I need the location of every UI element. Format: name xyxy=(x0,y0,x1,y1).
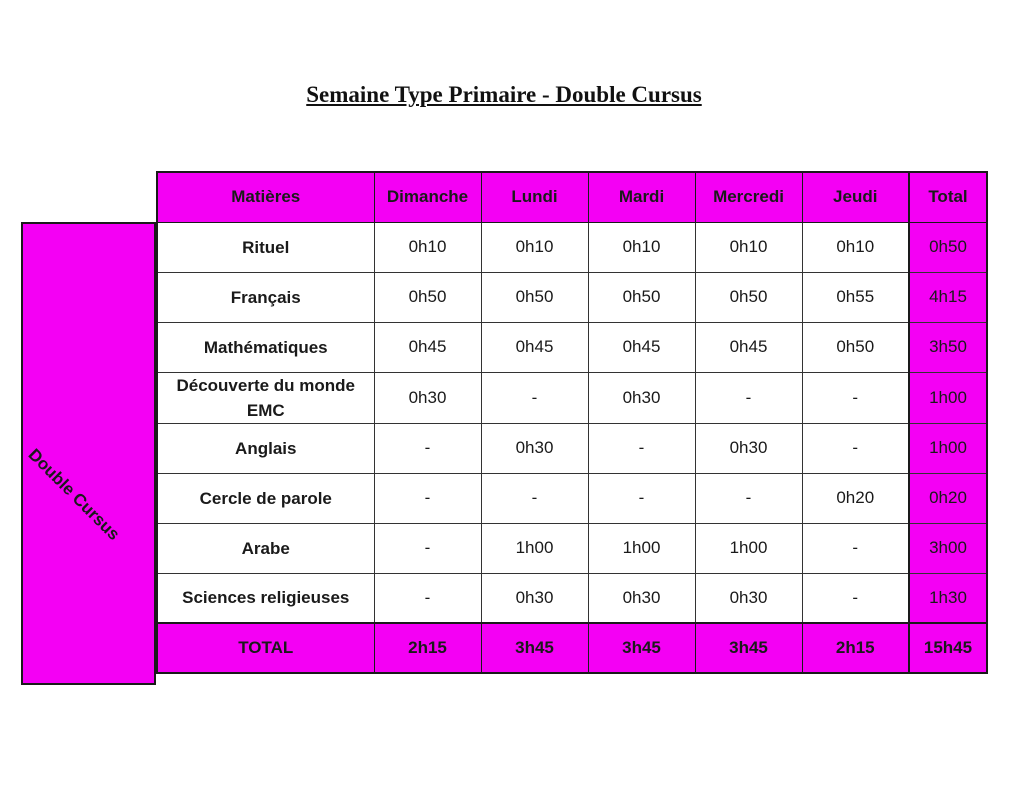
time-cell: 0h30 xyxy=(588,372,695,423)
time-cell: 0h30 xyxy=(374,372,481,423)
time-cell: 0h50 xyxy=(802,322,909,372)
schedule-table xyxy=(156,171,988,674)
subject-cell: Arabe xyxy=(157,523,374,573)
time-cell: - xyxy=(588,473,695,523)
subject-cell: Français xyxy=(157,272,374,322)
time-cell: 0h50 xyxy=(588,272,695,322)
time-cell: 0h10 xyxy=(374,222,481,272)
time-cell: 1h00 xyxy=(695,523,802,573)
row-total-cell: 1h00 xyxy=(909,423,987,473)
time-cell: 0h30 xyxy=(481,423,588,473)
table-row xyxy=(157,322,987,372)
time-cell: - xyxy=(374,573,481,623)
time-cell: 1h00 xyxy=(481,523,588,573)
day-total-cell: 2h15 xyxy=(802,623,909,673)
time-cell: - xyxy=(802,423,909,473)
day-total-cell: 3h45 xyxy=(588,623,695,673)
header-cell: Matières xyxy=(157,172,374,222)
time-cell: 0h45 xyxy=(374,322,481,372)
subject-cell xyxy=(157,372,374,423)
time-cell: 0h10 xyxy=(481,222,588,272)
table-row xyxy=(157,523,987,573)
table-row xyxy=(157,573,987,623)
time-cell: - xyxy=(695,473,802,523)
row-total-cell: 0h50 xyxy=(909,222,987,272)
subject-cell: Cercle de parole xyxy=(157,473,374,523)
time-cell: - xyxy=(481,372,588,423)
time-cell: 0h50 xyxy=(481,272,588,322)
total-label-cell: TOTAL xyxy=(157,623,374,673)
row-total-cell: 1h00 xyxy=(909,372,987,423)
row-total-cell: 1h30 xyxy=(909,573,987,623)
row-total-cell: 3h50 xyxy=(909,322,987,372)
day-total-cell: 3h45 xyxy=(695,623,802,673)
page-title: Semaine Type Primaire - Double Cursus xyxy=(306,82,702,107)
time-cell: - xyxy=(802,523,909,573)
time-cell: 1h00 xyxy=(588,523,695,573)
time-cell: 0h55 xyxy=(802,272,909,322)
day-total-cell: 2h15 xyxy=(374,623,481,673)
time-cell: 0h45 xyxy=(695,322,802,372)
subject-cell: Rituel xyxy=(157,222,374,272)
time-cell: 0h45 xyxy=(588,322,695,372)
subject-cell: Sciences religieuses xyxy=(157,573,374,623)
subject-line-2: EMC xyxy=(246,400,285,420)
time-cell: 0h10 xyxy=(802,222,909,272)
day-total-cell: 3h45 xyxy=(481,623,588,673)
time-cell: 0h10 xyxy=(695,222,802,272)
header-cell: Mardi xyxy=(588,172,695,222)
time-cell: 0h50 xyxy=(374,272,481,322)
time-cell: 0h30 xyxy=(481,573,588,623)
time-cell: - xyxy=(374,473,481,523)
header-cell: Total xyxy=(909,172,987,222)
header-cell: Lundi xyxy=(481,172,588,222)
time-cell: - xyxy=(588,423,695,473)
time-cell: - xyxy=(481,473,588,523)
time-cell: 0h50 xyxy=(695,272,802,322)
time-cell: - xyxy=(802,573,909,623)
time-cell: - xyxy=(374,523,481,573)
time-cell: 0h45 xyxy=(481,322,588,372)
subject-cell: Anglais xyxy=(157,423,374,473)
side-category-label: Double Cursus xyxy=(24,445,124,544)
time-cell: 0h20 xyxy=(802,473,909,523)
header-cell: Dimanche xyxy=(374,172,481,222)
header-cell: Mercredi xyxy=(695,172,802,222)
table-row xyxy=(157,222,987,272)
time-cell: - xyxy=(695,372,802,423)
row-total-cell: 0h20 xyxy=(909,473,987,523)
table-row xyxy=(157,473,987,523)
subject-cell: Mathématiques xyxy=(157,322,374,372)
row-total-cell: 4h15 xyxy=(909,272,987,322)
time-cell: - xyxy=(374,423,481,473)
time-cell: 0h30 xyxy=(695,423,802,473)
total-row xyxy=(157,623,987,673)
time-cell: 0h10 xyxy=(588,222,695,272)
table-header-row xyxy=(157,172,987,222)
table-row xyxy=(157,423,987,473)
time-cell: 0h30 xyxy=(695,573,802,623)
time-cell: 0h30 xyxy=(588,573,695,623)
grand-total-cell: 15h45 xyxy=(909,623,987,673)
table-row xyxy=(157,272,987,322)
time-cell: - xyxy=(802,372,909,423)
row-total-cell: 3h00 xyxy=(909,523,987,573)
subject-line-1: Découverte du monde xyxy=(176,375,356,395)
header-cell: Jeudi xyxy=(802,172,909,222)
table-row xyxy=(157,372,987,423)
